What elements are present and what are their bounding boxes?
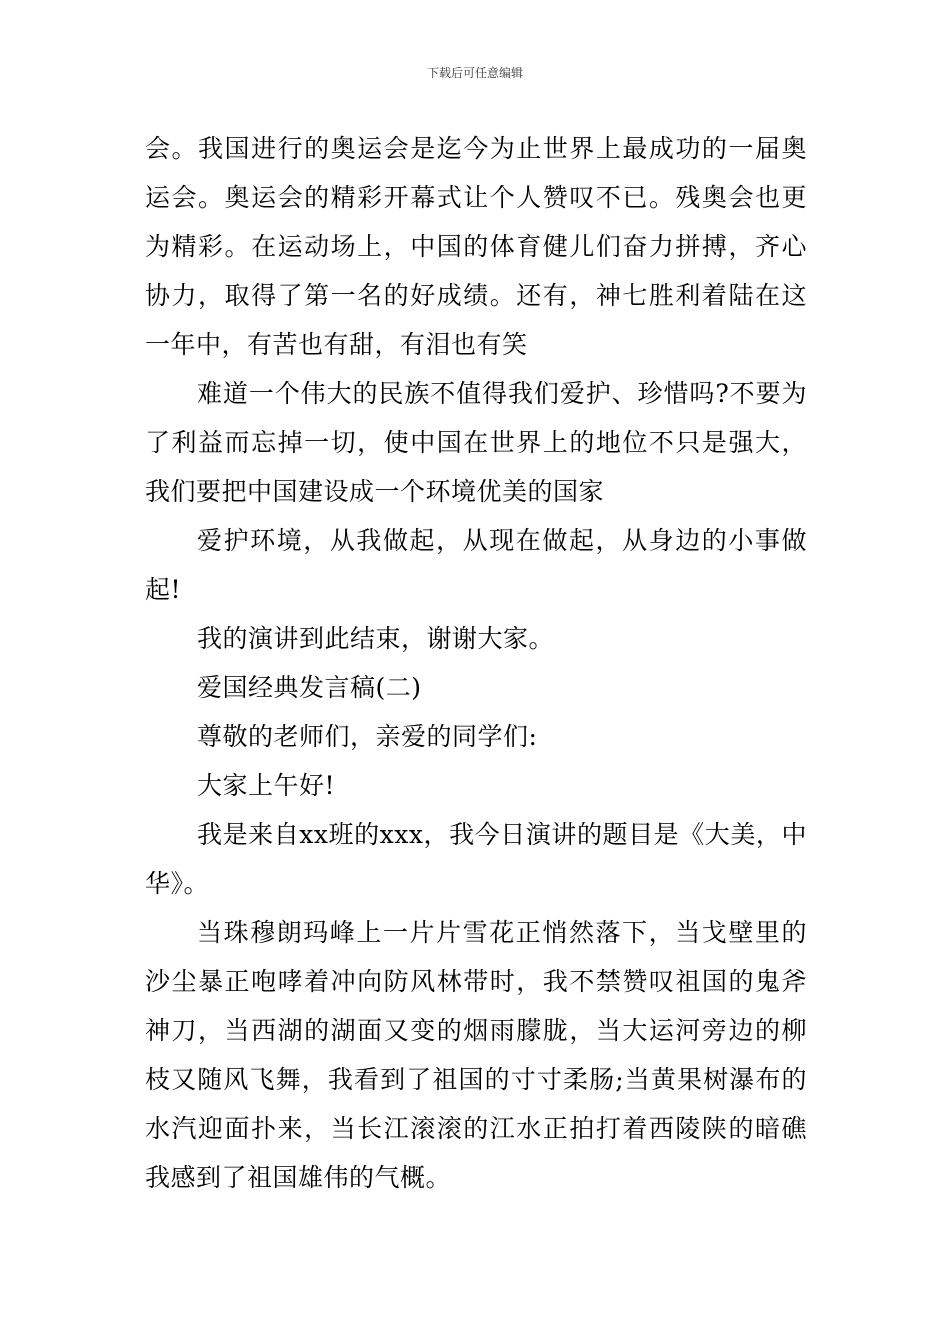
section-title: 爱国经典发言稿(二) [197,673,422,702]
greeting: 大家上午好! [197,771,336,800]
page-header: 下载后可任意编辑 [426,66,523,80]
paragraph: 我的演讲到此结束，谢谢大家。 [197,624,555,653]
paragraph: 爱护环境，从我做起，从现在做起，从身边的小事做起! [145,526,807,604]
paragraph: 会。我国进行的奥运会是迄今为止世界上最成功的一届奥运会。奥运会的精彩开幕式让个人赞叹不已。残奥会也更为精彩。在运动场上，中国的体育健儿们奋力拼搏，齐心协力，取得了第一名的好成绩。还有，神七胜利着陆在这一年中，有苦也有甜，有泪也有笑 [145,134,807,359]
paragraph: 当珠穆朗玛峰上一片片雪花正悄然落下，当戈壁里的沙尘暴正咆哮着冲向防风林带时，我不禁赞叹祖国的鬼斧神刀，当西湖的湖面又变的烟雨朦胧，当大运河旁边的柳枝又随风飞舞，我看到了祖国的寸寸柔肠;当黄果树瀑布的水汽迎面扑来，当长江滚滚的江水正拍打着西陵陕的暗礁我感到了祖国雄伟的气概。 [145,918,807,1192]
paragraph: 我是来自xx班的xxx，我今日演讲的题目是《大美，中华》。 [145,820,807,898]
paragraph: 难道一个伟大的民族不值得我们爱护、珍惜吗?不要为了利益而忘掉一切，使中国在世界上的地位不只是强大，我们要把中国建设成一个环境优美的国家 [145,379,807,506]
salutation: 尊敬的老师们，亲爱的同学们: [197,722,538,751]
document-body [145,124,807,1202]
